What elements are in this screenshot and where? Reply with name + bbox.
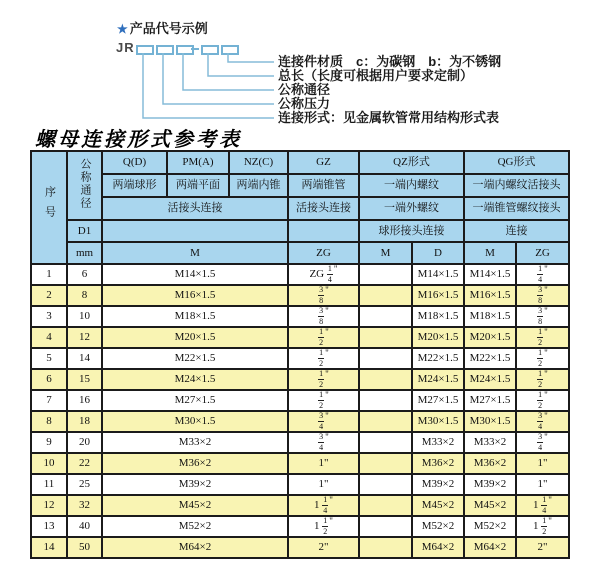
cell-qz-m	[359, 453, 412, 474]
cell-gz: $\frac{3}{8}$ "	[288, 285, 359, 306]
cell-qz-d: M24×1.5	[412, 369, 464, 390]
cell-no: 6	[31, 369, 67, 390]
cell-qz-m	[359, 495, 412, 516]
cell-qg-zg: $\frac{3}{8}$ "	[516, 285, 569, 306]
cell-qz-d: M22×1.5	[412, 348, 464, 369]
cell-dn: 25	[67, 474, 102, 495]
cell-qg-m: M14×1.5	[464, 264, 516, 285]
cell-qz-m	[359, 474, 412, 495]
header-qz-connection: 球形接头连接	[359, 220, 464, 242]
cell-qz-d: M18×1.5	[412, 306, 464, 327]
cell-qz-m	[359, 327, 412, 348]
cell-qz-m	[359, 348, 412, 369]
cell-m: M20×1.5	[102, 327, 288, 348]
table-title: 螺母连接形式参考表	[35, 129, 242, 151]
table-row	[31, 516, 569, 537]
cell-qg-zg: $\frac{3}{4}$ "	[516, 411, 569, 432]
cell-no: 12	[31, 495, 67, 516]
cell-qg-m: M18×1.5	[464, 306, 516, 327]
cell-qg-zg: $\frac{1}{4}$ "	[516, 264, 569, 285]
cell-m: M30×1.5	[102, 411, 288, 432]
cell-qg-zg: $\frac{1}{2}$ "	[516, 327, 569, 348]
cell-no: 4	[31, 327, 67, 348]
table-row	[31, 495, 569, 516]
cell-dn: 32	[67, 495, 102, 516]
header-unit: mm	[67, 242, 102, 264]
header-gz-connection: 活接头连接	[288, 197, 359, 220]
table-row	[31, 390, 569, 411]
cell-qz-m	[359, 432, 412, 453]
cell-no: 2	[31, 285, 67, 306]
cell-qz-d: M27×1.5	[412, 390, 464, 411]
cell-m: M22×1.5	[102, 348, 288, 369]
header-m-symbol: M	[102, 242, 288, 264]
cell-qz-d: M64×2	[412, 537, 464, 558]
cell-dn: 8	[67, 285, 102, 306]
cell-no: 1	[31, 264, 67, 285]
cell-qz-d: M36×2	[412, 453, 464, 474]
cell-gz: 2"	[288, 537, 359, 558]
table-row	[31, 411, 569, 432]
cell-m: M27×1.5	[102, 390, 288, 411]
cell-qg-zg: $\frac{1}{2}$ "	[516, 348, 569, 369]
cell-qg-zg: 1 $\frac{1}{2}$ "	[516, 516, 569, 537]
header-gz: GZ	[288, 151, 359, 174]
cell-gz: ZG $\frac{1}{4}$ "	[288, 264, 359, 285]
cell-gz: $\frac{3}{4}$ "	[288, 411, 359, 432]
cell-qz-m	[359, 537, 412, 558]
cell-no: 14	[31, 537, 67, 558]
cell-qg-m: M22×1.5	[464, 348, 516, 369]
cell-m: M64×2	[102, 537, 288, 558]
cell-qg-m: M20×1.5	[464, 327, 516, 348]
cell-qz-d: M30×1.5	[412, 411, 464, 432]
cell-gz: 1 $\frac{1}{2}$ "	[288, 516, 359, 537]
cell-gz: 1"	[288, 453, 359, 474]
table-row	[31, 537, 569, 558]
cell-dn: 14	[67, 348, 102, 369]
header-qz-d-symbol: D	[412, 242, 464, 264]
cell-qg-zg: 2"	[516, 537, 569, 558]
table-row	[31, 306, 569, 327]
cell-qg-zg: 1 $\frac{1}{4}$ "	[516, 495, 569, 516]
table-row	[31, 327, 569, 348]
header-qz-desc2: 一端外螺纹	[359, 197, 464, 220]
table-row	[31, 474, 569, 495]
cell-no: 11	[31, 474, 67, 495]
header-qg-desc2: 一端锥管螺纹接头	[464, 197, 569, 220]
cell-dn: 10	[67, 306, 102, 327]
cell-no: 3	[31, 306, 67, 327]
cell-dn: 6	[67, 264, 102, 285]
cell-qz-d: M20×1.5	[412, 327, 464, 348]
header-zg-symbol: ZG	[288, 242, 359, 264]
cell-m: M33×2	[102, 432, 288, 453]
cell-dn: 18	[67, 411, 102, 432]
cell-no: 10	[31, 453, 67, 474]
cell-gz: 1"	[288, 474, 359, 495]
cell-qg-zg: $\frac{1}{2}$ "	[516, 390, 569, 411]
cell-dn: 20	[67, 432, 102, 453]
cell-qg-m: M64×2	[464, 537, 516, 558]
table-row	[31, 432, 569, 453]
header-q: Q(D)	[102, 151, 167, 174]
header-d1: D1	[67, 220, 102, 242]
cell-dn: 40	[67, 516, 102, 537]
table-row	[31, 264, 569, 285]
diagram-label-length: 总长（长度可根据用户要求定制）	[278, 68, 474, 83]
cell-gz: $\frac{1}{2}$ "	[288, 390, 359, 411]
nut-connection-reference-table	[30, 150, 570, 559]
table-body	[31, 264, 569, 558]
cell-qg-m: M45×2	[464, 495, 516, 516]
header-blank-gz	[288, 220, 359, 242]
cell-dn: 16	[67, 390, 102, 411]
cell-m: M18×1.5	[102, 306, 288, 327]
cell-qz-d: M33×2	[412, 432, 464, 453]
header-qg: QG形式	[464, 151, 569, 174]
cell-qg-zg: 1"	[516, 453, 569, 474]
cell-m: M16×1.5	[102, 285, 288, 306]
cell-dn: 50	[67, 537, 102, 558]
header-qz: QZ形式	[359, 151, 464, 174]
diagram-label-material: 连接件材质 c：为碳钢 b：为不锈钢	[278, 54, 502, 69]
cell-qz-m	[359, 285, 412, 306]
cell-qz-m	[359, 369, 412, 390]
cell-m: M14×1.5	[102, 264, 288, 285]
header-qz-m-symbol: M	[359, 242, 412, 264]
cell-gz: $\frac{1}{2}$ "	[288, 327, 359, 348]
header-qz-desc1: 一端内螺纹	[359, 174, 464, 197]
header-q-desc: 两端球形	[102, 174, 167, 197]
header-qg-m-symbol: M	[464, 242, 516, 264]
cell-qg-m: M24×1.5	[464, 369, 516, 390]
cell-m: M39×2	[102, 474, 288, 495]
table-header	[31, 151, 569, 264]
cell-dn: 22	[67, 453, 102, 474]
header-dn: 公称通径	[67, 151, 102, 220]
cell-qz-d: M52×2	[412, 516, 464, 537]
cell-qg-zg: $\frac{3}{4}$ "	[516, 432, 569, 453]
cell-gz: 1 $\frac{1}{4}$ "	[288, 495, 359, 516]
diagram-label-connection: 连接形式：见金属软管常用结构形式表	[278, 110, 500, 125]
header-nz: NZ(C)	[229, 151, 288, 174]
table-row	[31, 369, 569, 390]
cell-qg-m: M33×2	[464, 432, 516, 453]
cell-qg-m: M36×2	[464, 453, 516, 474]
cell-gz: $\frac{1}{2}$ "	[288, 369, 359, 390]
cell-qz-d: M45×2	[412, 495, 464, 516]
cell-dn: 12	[67, 327, 102, 348]
cell-no: 5	[31, 348, 67, 369]
header-qg-desc1: 一端内螺纹活接头	[464, 174, 569, 197]
cell-qz-d: M16×1.5	[412, 285, 464, 306]
table-row	[31, 453, 569, 474]
cell-m: M24×1.5	[102, 369, 288, 390]
cell-m: M52×2	[102, 516, 288, 537]
table-row	[31, 348, 569, 369]
cell-qz-m	[359, 306, 412, 327]
header-gz-desc: 两端锥管	[288, 174, 359, 197]
cell-qz-m	[359, 411, 412, 432]
table-row	[31, 285, 569, 306]
header-pm-desc: 两端平面	[167, 174, 229, 197]
diagram-heading-text: 产品代号示例	[129, 21, 208, 36]
cell-qg-zg: $\frac{1}{2}$ "	[516, 369, 569, 390]
cell-qg-m: M16×1.5	[464, 285, 516, 306]
cell-gz: $\frac{3}{8}$ "	[288, 306, 359, 327]
cell-qz-m	[359, 390, 412, 411]
header-qg-zg-symbol: ZG	[516, 242, 569, 264]
cell-qg-m: M27×1.5	[464, 390, 516, 411]
cell-qg-zg: $\frac{3}{8}$ "	[516, 306, 569, 327]
cell-qz-d: M39×2	[412, 474, 464, 495]
cell-qg-m: M30×1.5	[464, 411, 516, 432]
cell-qz-m	[359, 516, 412, 537]
cell-qg-m: M39×2	[464, 474, 516, 495]
cell-gz: $\frac{3}{4}$ "	[288, 432, 359, 453]
header-pm: PM(A)	[167, 151, 229, 174]
cell-m: M45×2	[102, 495, 288, 516]
header-nz-desc: 两端内锥	[229, 174, 288, 197]
header-seq: 序号	[31, 151, 67, 264]
cell-no: 9	[31, 432, 67, 453]
code-prefix: JR	[116, 40, 135, 55]
header-union-connection: 活接头连接	[102, 197, 288, 220]
cell-m: M36×2	[102, 453, 288, 474]
header-qg-connection: 连接	[464, 220, 569, 242]
header-blank-m	[102, 220, 288, 242]
cell-gz: $\frac{1}{2}$ "	[288, 348, 359, 369]
diagram-label-diameter: 公称通径	[278, 82, 331, 97]
cell-qz-m	[359, 264, 412, 285]
cell-qz-d: M14×1.5	[412, 264, 464, 285]
cell-qg-zg: 1"	[516, 474, 569, 495]
diagram-label-pressure: 公称压力	[278, 96, 331, 111]
cell-qg-m: M52×2	[464, 516, 516, 537]
cell-no: 13	[31, 516, 67, 537]
cell-dn: 15	[67, 369, 102, 390]
star-icon: ★	[117, 22, 128, 36]
cell-no: 7	[31, 390, 67, 411]
cell-no: 8	[31, 411, 67, 432]
